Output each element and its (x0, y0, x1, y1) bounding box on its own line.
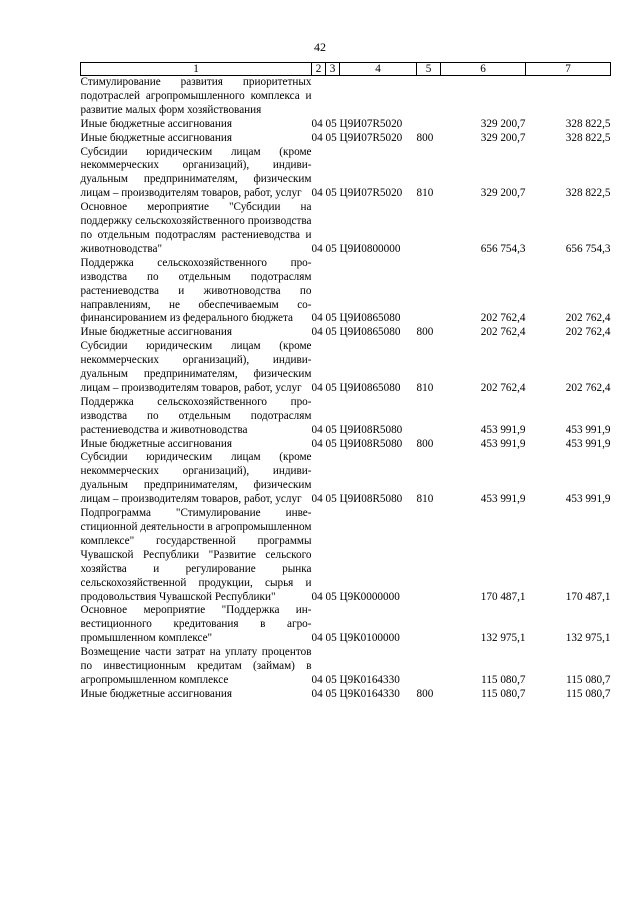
row-section: 04 (311, 437, 323, 450)
table-row (81, 396, 611, 438)
row-amount-col7: 453 991,9 (565, 437, 611, 450)
table-row (81, 76, 611, 118)
row-expense-type: 810 (416, 493, 434, 506)
row-amount-col6: 453 991,9 (480, 437, 526, 450)
row-target-article: Ц9И07R5020 (339, 131, 403, 144)
row-expense-type (417, 507, 441, 604)
row-target-article: Ц9И0865080 (339, 312, 401, 325)
row-amount-col7: 453 991,9 (565, 423, 611, 436)
row-target-article: Ц9К0164330 (339, 687, 400, 700)
row-amount-col7: 656 754,3 (565, 242, 611, 255)
row-amount-col6: 115 080,7 (481, 673, 526, 686)
row-expense-type: 810 (416, 381, 434, 394)
row-amount-col7: 328 822,5 (565, 131, 611, 144)
row-amount-col6: 202 762,4 (480, 326, 526, 339)
row-subsection: 05 (325, 632, 337, 645)
row-subsection: 05 (325, 131, 337, 144)
row-name: Субсидии юридическим лицам (кроме некоммерческих организаций), индивидуальным предпринимателям, физическим лицам – производителям товаров, работ, услуг (80, 145, 312, 200)
row-expense-type (417, 604, 441, 646)
row-name: Иные бюджетные ассигнования (80, 326, 232, 339)
table-row (81, 438, 611, 452)
row-name: Основное мероприятие "Поддержка инвестиционного кредитования в агропромышленном комплексе" (80, 604, 312, 645)
header-col-5: 5 (417, 63, 441, 76)
row-expense-type (417, 76, 441, 118)
page-number: 42 (314, 40, 326, 54)
row-target-article: Ц9И08R5080 (339, 423, 403, 436)
row-section: 04 (311, 312, 323, 325)
row-amount-col7 (526, 76, 611, 118)
row-amount-col7: 202 762,4 (565, 312, 611, 325)
row-amount-col6: 132 975,1 (480, 632, 526, 645)
row-name: Иные бюджетные ассигнования (80, 131, 232, 144)
row-target-article: Ц9И07R5020 (339, 117, 403, 130)
table-row (81, 340, 611, 396)
row-name: Иные бюджетные ассигнования (80, 117, 232, 130)
row-expense-type (417, 118, 441, 132)
row-amount-col7: 170 487,1 (565, 590, 611, 603)
row-amount-col7: 328 822,5 (565, 117, 611, 130)
row-amount-col6: 329 200,7 (480, 187, 526, 200)
row-target-article (340, 76, 417, 118)
header-col-1: 1 (81, 63, 312, 76)
table-header (81, 63, 611, 76)
row-amount-col6: 453 991,9 (480, 423, 526, 436)
table-row (81, 201, 611, 257)
row-expense-type: 800 (416, 131, 434, 144)
budget-table (80, 62, 611, 702)
table-row (81, 118, 611, 132)
row-expense-type (417, 396, 441, 438)
row-expense-type: 800 (416, 437, 434, 450)
row-expense-type: 800 (416, 687, 434, 700)
row-target-article: Ц9К0000000 (339, 590, 400, 603)
row-name: Возмещение части затрат на уплату процентов по инвестиционным кредитам (займам) в агропромышленном комплексе (80, 646, 312, 686)
row-target-article: Ц9И0865080 (339, 381, 401, 394)
row-name: Иные бюджетные ассигнования (80, 437, 232, 450)
table-row (81, 604, 611, 646)
row-subsection: 05 (325, 381, 337, 394)
row-amount-col7: 132 975,1 (565, 632, 611, 645)
row-expense-type: 810 (416, 187, 434, 200)
row-amount-col6: 329 200,7 (480, 117, 526, 130)
row-subsection: 05 (325, 687, 337, 700)
row-section: 04 (311, 117, 323, 130)
row-name: Стимулирование развития приоритетных подотраслей агропромышленного комплекса и развитие малых форм хозяйствования (80, 76, 312, 116)
row-name: Подпрограмма "Стимулирование инвестиционной деятельности в агропромышленном комплексе" государственной программы Чувашской Республики "Развитие сельского хозяйства и регулирование рынка сельскохозяйственной продукции, сырья и продовольствия Чувашской Республики" (80, 507, 312, 603)
row-amount-col7: 202 762,4 (565, 381, 611, 394)
row-expense-type (417, 257, 441, 327)
row-expense-type (417, 201, 441, 257)
row-section: 04 (311, 673, 323, 686)
header-col-6: 6 (441, 63, 526, 76)
table-row (81, 132, 611, 146)
row-amount-col6: 329 200,7 (480, 131, 526, 144)
row-section: 04 (311, 493, 323, 506)
row-subsection: 05 (325, 117, 337, 130)
row-amount-col6: 170 487,1 (480, 590, 526, 603)
row-expense-type (417, 646, 441, 688)
table-row (81, 646, 611, 688)
row-section: 04 (311, 632, 323, 645)
row-section: 04 (311, 131, 323, 144)
row-amount-col6: 453 991,9 (480, 493, 526, 506)
row-name: Поддержка сельскохозяйственного производства по отдельным подотраслям растениеводства и животноводства (80, 395, 312, 436)
table-row (81, 146, 611, 202)
row-amount-col6 (441, 76, 526, 118)
row-target-article: Ц9К0164330 (339, 673, 400, 686)
row-subsection: 05 (325, 673, 337, 686)
row-section: 04 (311, 687, 323, 700)
row-amount-col7: 453 991,9 (565, 493, 611, 506)
row-subsection: 05 (325, 590, 337, 603)
row-section: 04 (311, 590, 323, 603)
row-amount-col7: 115 080,7 (566, 687, 611, 700)
row-amount-col6: 202 762,4 (480, 312, 526, 325)
row-subsection: 05 (325, 423, 337, 436)
row-target-article: Ц9И0865080 (339, 326, 401, 339)
table-row (81, 326, 611, 340)
header-col-4: 4 (340, 63, 417, 76)
row-target-article: Ц9К0100000 (339, 632, 400, 645)
row-section: 04 (311, 326, 323, 339)
row-subsection (326, 76, 340, 118)
row-subsection: 05 (325, 242, 337, 255)
row-subsection: 05 (325, 437, 337, 450)
table-row (81, 688, 611, 702)
row-target-article: Ц9И08R5080 (339, 437, 403, 450)
row-name: Поддержка сельскохозяйственного производства по отдельным подотраслям растениеводства и животноводства по направлениям, не обеспечиваемым софинансированием из федерального бюджета (80, 256, 312, 325)
header-col-7: 7 (526, 63, 611, 76)
row-name: Основное мероприятие "Субсидии на поддержку сельскохозяйственного производства по отдельным подотраслям растениеводства и животноводства" (80, 201, 312, 255)
row-amount-col7: 328 822,5 (565, 187, 611, 200)
header-col-3: 3 (326, 63, 340, 76)
row-name: Иные бюджетные ассигнования (80, 687, 232, 700)
table-row (81, 507, 611, 604)
row-amount-col7: 202 762,4 (565, 326, 611, 339)
row-subsection: 05 (325, 187, 337, 200)
row-target-article: Ц9И0800000 (339, 242, 401, 255)
row-amount-col7: 115 080,7 (566, 673, 611, 686)
table-row (81, 451, 611, 507)
table-row (81, 257, 611, 327)
row-section: 04 (311, 423, 323, 436)
table-body (81, 76, 611, 702)
row-section: 04 (311, 242, 323, 255)
row-amount-col6: 115 080,7 (481, 687, 526, 700)
header-row (81, 63, 611, 76)
row-amount-col6: 202 762,4 (480, 381, 526, 394)
row-target-article: Ц9И07R5020 (339, 187, 403, 200)
row-subsection: 05 (325, 312, 337, 325)
row-section: 04 (311, 187, 323, 200)
row-subsection: 05 (325, 493, 337, 506)
row-target-article: Ц9И08R5080 (339, 493, 403, 506)
row-expense-type: 800 (416, 326, 434, 339)
header-col-2: 2 (312, 63, 326, 76)
row-amount-col6: 656 754,3 (480, 242, 526, 255)
row-name: Субсидии юридическим лицам (кроме некоммерческих организаций), индивидуальным предпринимателям, физическим лицам – производителям товаров, работ, услуг (80, 451, 312, 506)
row-subsection: 05 (325, 326, 337, 339)
row-section: 04 (311, 381, 323, 394)
row-name: Субсидии юридическим лицам (кроме некоммерческих организаций), индивидуальным предпринимателям, физическим лицам – производителям товаров, работ, услуг (80, 340, 312, 394)
row-section (312, 76, 326, 118)
